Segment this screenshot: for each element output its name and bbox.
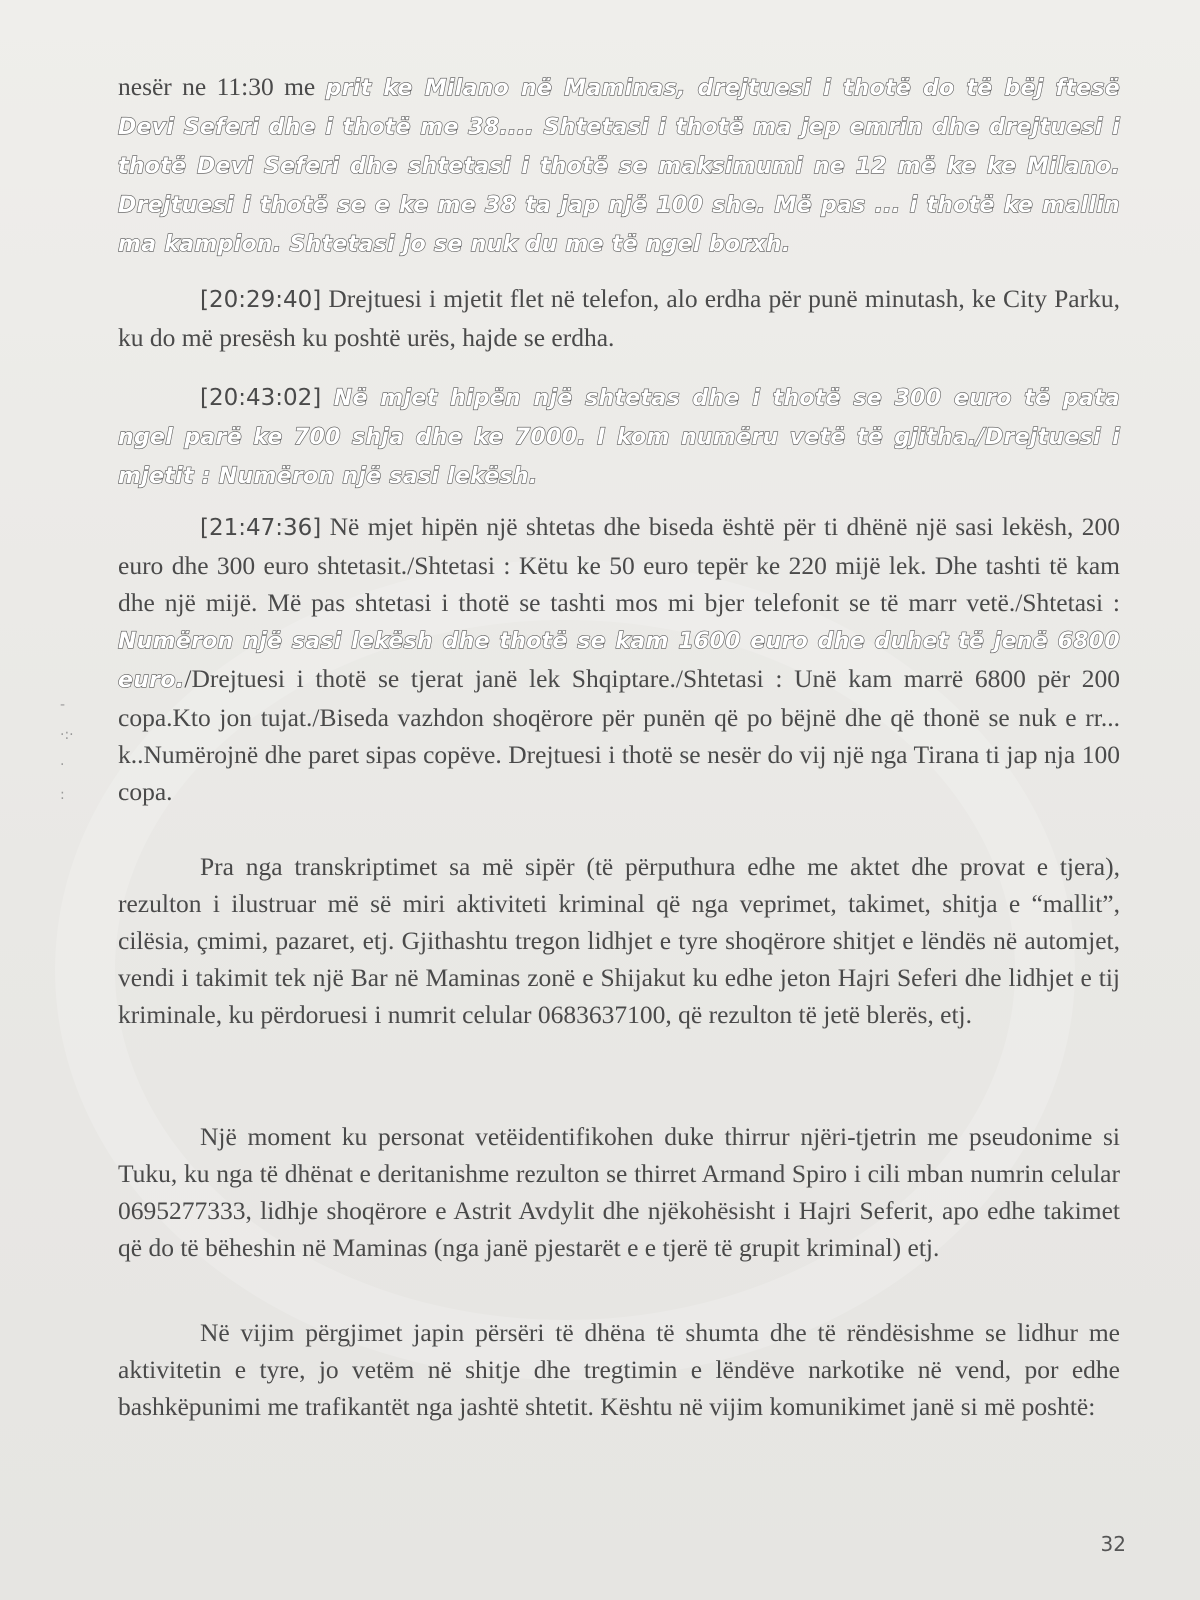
paragraph-4	[118, 508, 1120, 810]
p4-text-b: /Drejtuesi i thotë se tjerat janë lek Shqiptare./Shtetasi : Unë kam marrë 6800 për 200 copa.Kto jon tujat./Biseda vazhdon shoqërore për punën që po bëjnë dhe që thonë se nuk e rr... k..Numërojnë dhe paret sipas copëve. Drejtuesi i thotë se nesër do vij një nga Tirana ti jap nja 100 copa.	[118, 664, 1120, 806]
margin-marks: - ·:· · :	[60, 697, 74, 803]
p3-bold: Në mjet hipën një shtetas dhe i thotë se 300 euro të pata ngel parë ke 700 shja dhe ke 7000. I kom numëru vetë të gjitha./Drejtuesi i mjetit : Numëron një sasi lekësh.	[118, 386, 1120, 489]
p2-text: Drejtuesi i mjetit flet në telefon, alo erdha për punë minutash, ke City Parku, ku do më presësh ku poshtë urës, hajde se erdha.	[118, 284, 1120, 352]
paragraph-7: Në vijim përgjimet japin përsëri të dhëna të shumta dhe të rëndësishme se lidhur me aktivitetin e tyre, jo vetëm në shitje dhe tregtimin e lëndëve narkotike në vend, por edhe bashkëpunimi me trafikantët nga jashtë shtetit. Kështu në vijim komunikimet janë si më poshtë:	[118, 1318, 1120, 1421]
paragraph-5: Pra nga transkriptimet sa më sipër (të përputhura edhe me aktet dhe provat e tjera), rezulton i ilustruar më së miri aktiviteti kriminal që nga veprimet, takimet, shitja e “mallit”, cilësia, çmimi, pazaret, etj. Gjithashtu tregon lidhjet e tyre shoqërore shitjet e lëndës në automjet, vendi i takimit tek një Bar në Maminas zonë e Shijakut ku edhe jeton Hajri Seferi dhe lidhjet e tij kriminale, ku përdoruesi i numrit celular 0683637100, që rezulton të jetë blerës, etj.	[118, 852, 1120, 1029]
paragraph-1	[118, 68, 1120, 263]
p4-text-a: Në mjet hipën një shtetas dhe biseda është për ti dhënë një sasi lekësh, 200 euro dhe 300 euro shtetasit./Shtetasi : Këtu ke 50 euro tepër ke 220 mijë lek. Dhe tashti të kam dhe një mijë. Më pas shtetasi i thotë se tashti mos mi bjer telefonit se të marr vetë./Shtetasi :	[118, 512, 1120, 617]
p1-plain: nesër ne 11:30 me	[118, 72, 326, 101]
p3-timestamp: [20:43:02]	[200, 385, 322, 411]
p4-bold: Numëron një sasi lekësh dhe thotë se kam 1600 euro dhe duhet të jenë 6800 euro.	[118, 629, 1120, 693]
p4-timestamp: [21:47:36]	[200, 515, 322, 541]
paragraph-3	[118, 378, 1120, 495]
page-number: 32	[1100, 1532, 1126, 1556]
paragraph-6: Një moment ku personat vetëidentifikohen duke thirrur njëri-tjetrin me pseudonime si Tuku, ku nga të dhënat e deritanishme rezulton se thirret Armand Spiro i cili mban numrin celular 0695277333, lidhje shoqërore e Astrit Avdylit dhe njëkohësisht i Hajri Seferit, apo edhe takimet që do të bëheshin në Maminas (nga janë pjestarët e e tjerë të grupit kriminal) etj.	[118, 1122, 1120, 1262]
paragraph-2	[118, 280, 1120, 356]
p2-timestamp: [20:29:40]	[200, 287, 322, 313]
p1-bold: prit ke Milano në Maminas, drejtuesi i thotë do të bëj ftesë Devi Seferi dhe i thotë me 38.... Shtetasi i thotë ma jep emrin dhe drejtuesi i thotë Devi Seferi dhe shtetasi i thotë se maksimumi ne 12 më ke ke Milano. Drejtuesi i thotë se e ke me 38 ta jap një 100 she. Më pas ... i thotë ke mallin ma kampion. Shtetasi jo se nuk du me të ngel borxh.	[118, 76, 1120, 257]
